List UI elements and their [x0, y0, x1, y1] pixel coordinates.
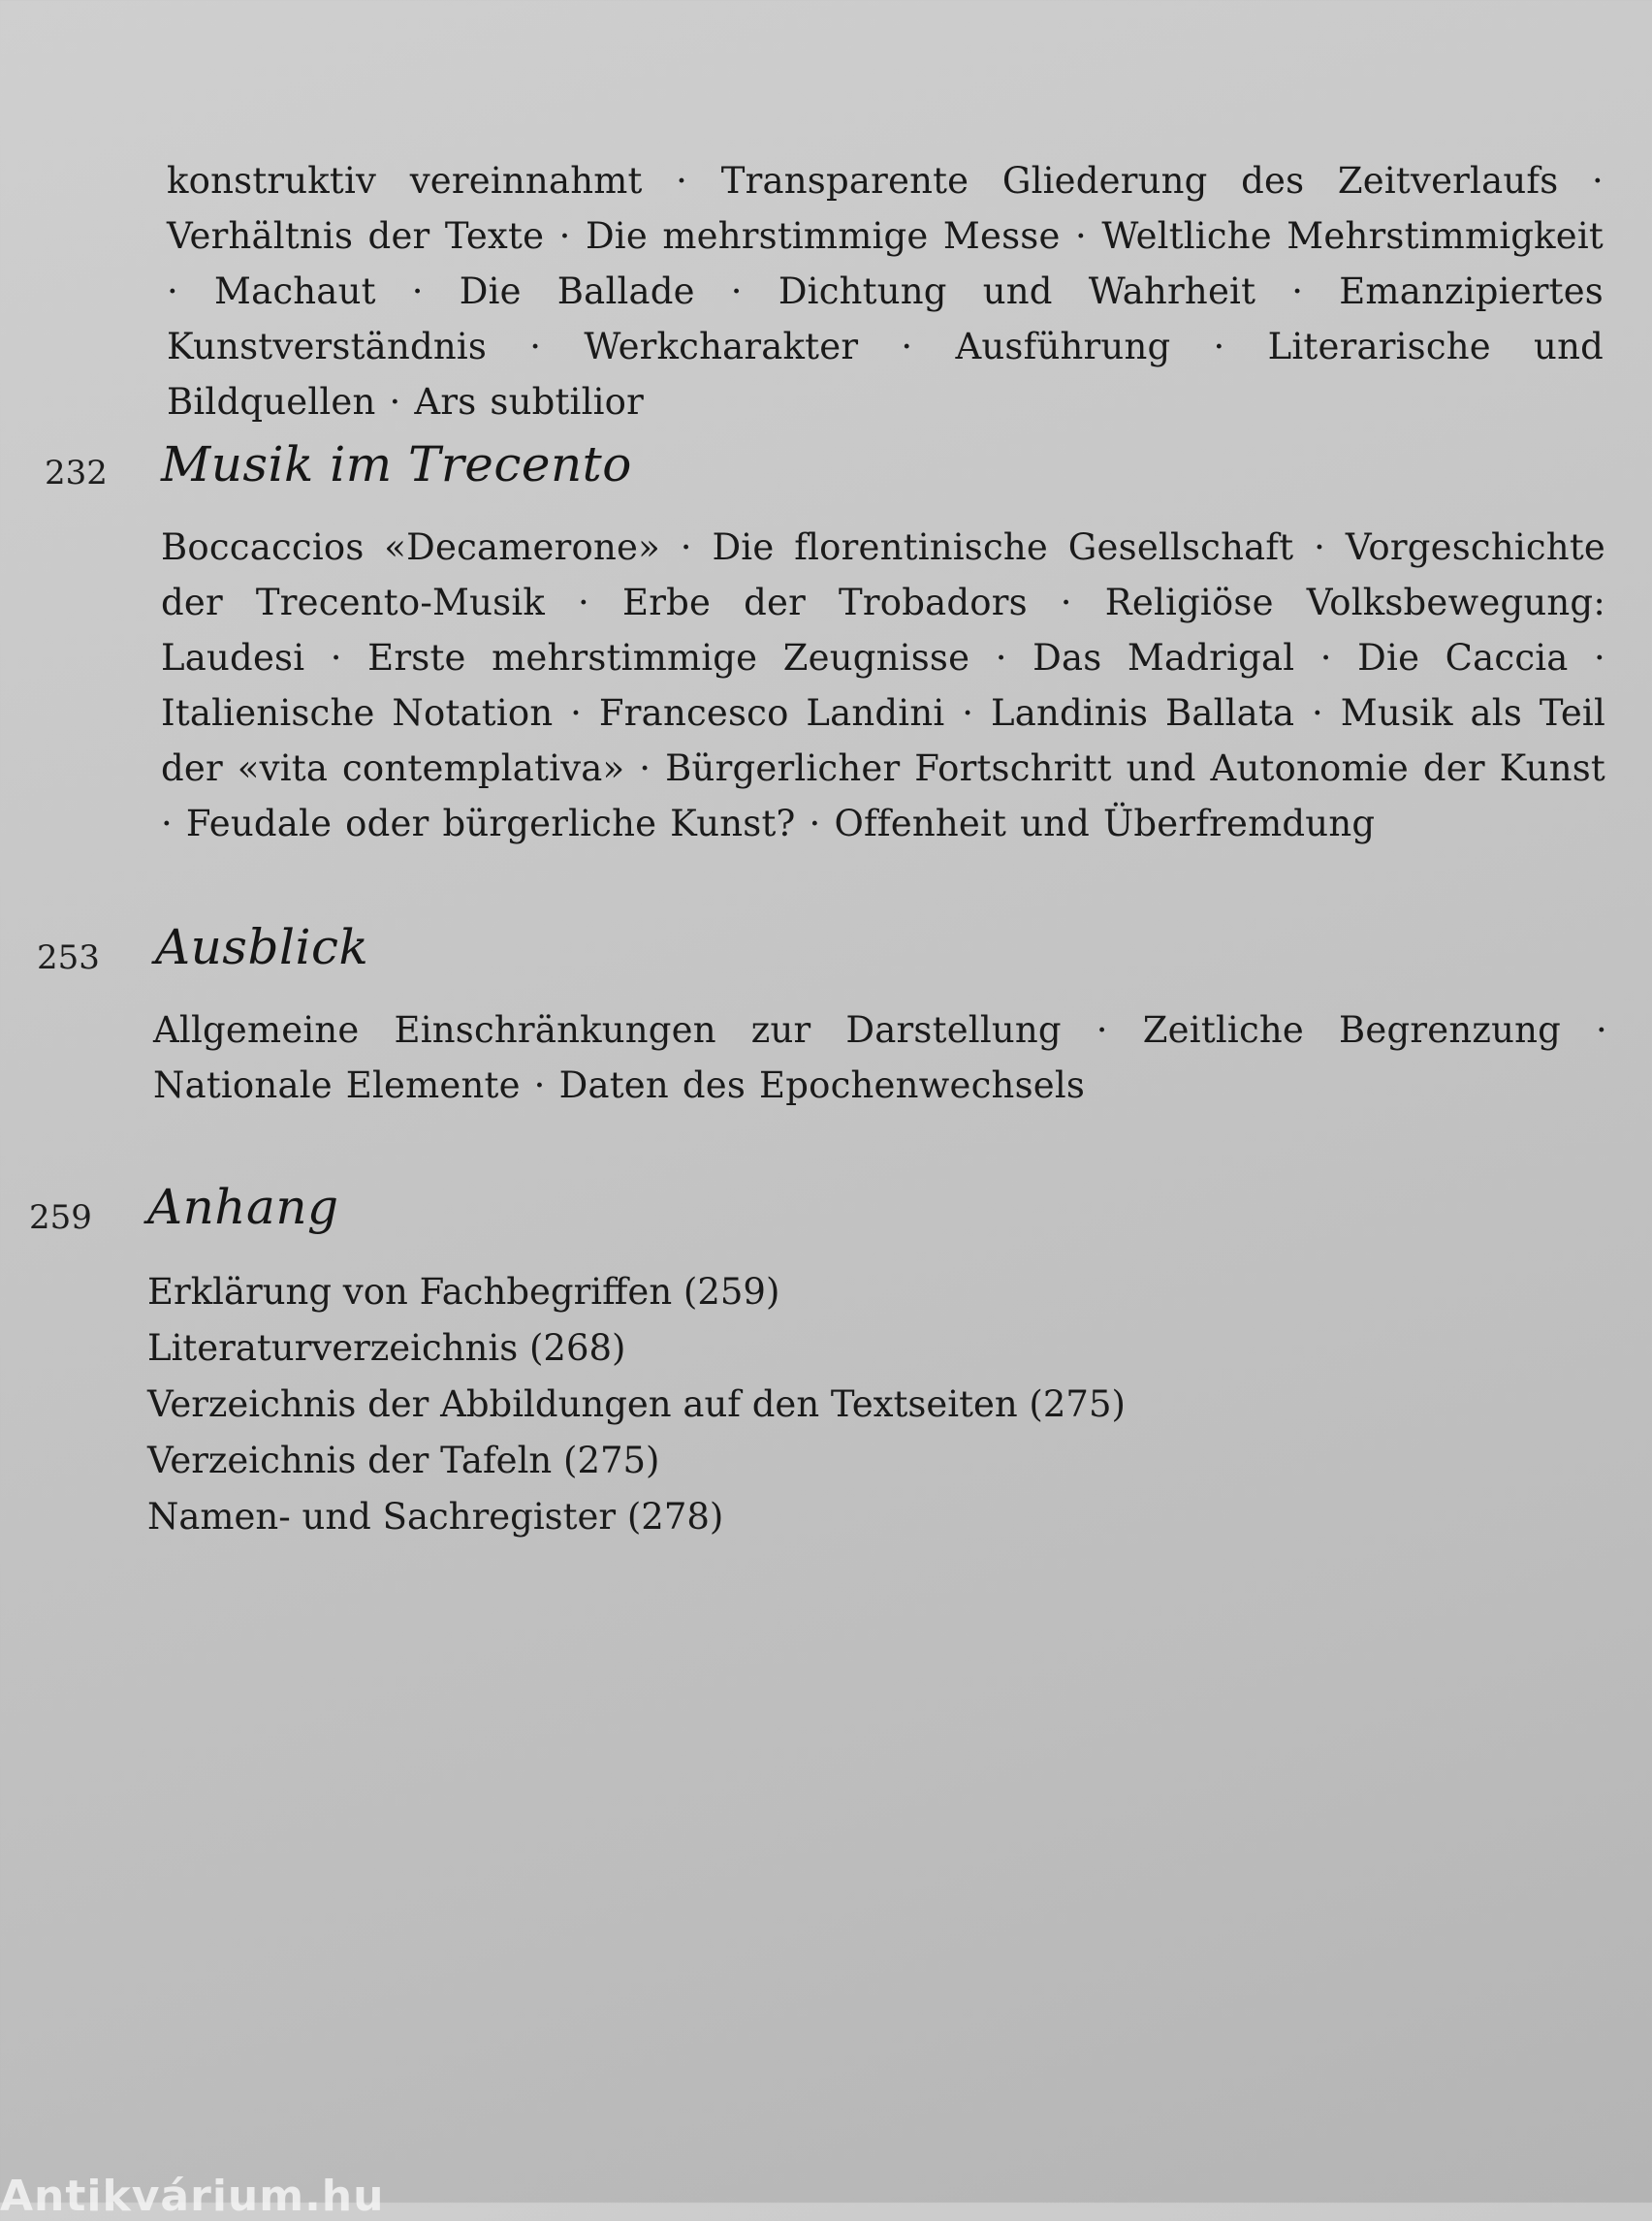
section-title: Musik im Trecento — [161, 436, 632, 492]
list-item: Literaturverzeichnis (268) — [147, 1327, 626, 1369]
list-item: Erklärung von Fachbegriffen (259) — [147, 1271, 780, 1313]
section-page-number: 253 — [37, 938, 100, 977]
appendix-list — [147, 1264, 1408, 1545]
section-title: Anhang — [147, 1179, 339, 1235]
section-paragraph: Boccaccios «Decamerone» · Die florentinische Gesellschaft · Vorgeschichte der Trecento-Musik · Erbe der Trobadors · Religiöse Volksbewegung: Laudesi · Erste mehrstimmige Zeugnisse · Das Madrigal · Die Caccia · Italienische Notation · Francesco Landini · Landinis Ballata · Musik als Teil der «vita contemplativa» · Bürgerlicher Fortschritt und Autonomie der Kunst · Feudale oder bürgerliche Kunst? · Offenheit und Überfremdung — [161, 526, 1605, 844]
list-item: Namen- und Sachregister (278) — [147, 1496, 724, 1538]
intro-paragraph: konstruktiv vereinnahmt · Transparente Gliederung des Zeitverlaufs · Verhältnis der Texte · Die mehrstimmige Messe · Weltliche Mehrstimmigkeit · Machaut · Die Ballade · Dichtung und Wahrheit · Emanzipiertes Kunstverständnis · Werkcharakter · Ausführung · Literarische und Bildquellen · Ars subtilior — [167, 160, 1604, 423]
section-title: Ausblick — [155, 919, 369, 975]
list-item: Verzeichnis der Abbildungen auf den Textseiten (275) — [147, 1383, 1126, 1425]
section-page-number: 259 — [29, 1198, 92, 1237]
section-paragraph: Allgemeine Einschränkungen zur Darstellung · Zeitliche Begrenzung · Nationale Elemente · Daten des Epochenwechsels — [153, 1009, 1607, 1106]
section-page-number: 232 — [45, 454, 108, 492]
list-item: Verzeichnis der Tafeln (275) — [147, 1440, 660, 1481]
watermark-text: Antikvárium.hu — [0, 2172, 385, 2221]
